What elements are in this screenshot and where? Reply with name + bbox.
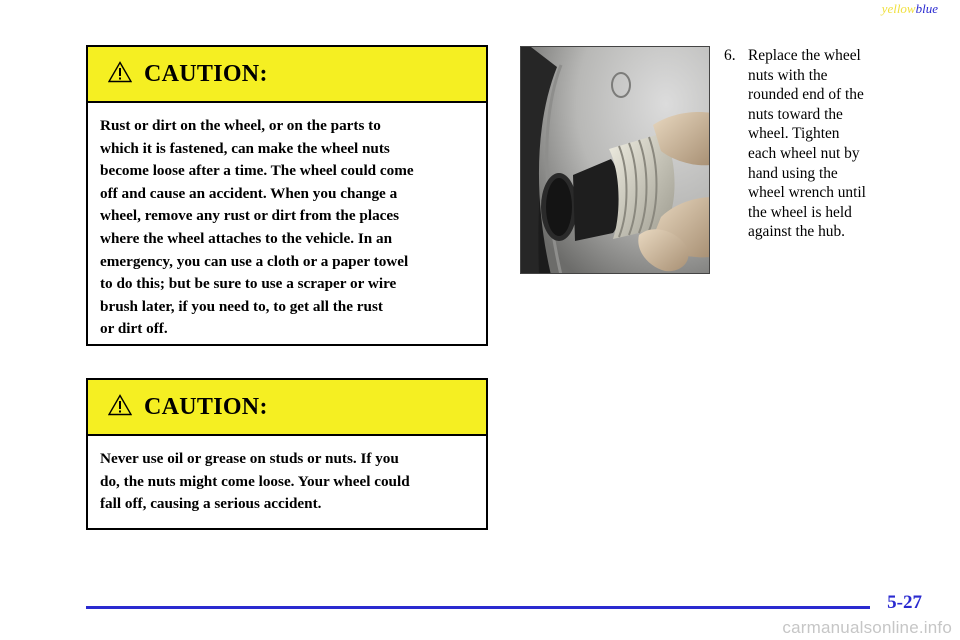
caution-header — [88, 47, 486, 103]
color-word-yellow: yellow — [881, 1, 916, 16]
caution-line: Rust or dirt on the wheel, or on the parts to — [100, 117, 381, 134]
page-number: 5-27 — [887, 592, 922, 613]
caution-line: become loose after a time. The wheel could come — [100, 162, 414, 180]
step-text — [748, 46, 898, 242]
caution-box-rust — [86, 45, 488, 346]
caution-box-oil — [86, 378, 488, 530]
caution-line: or dirt off. — [100, 320, 168, 338]
caution-line: do, the nuts might come loose. Your wheel could — [100, 472, 410, 490]
caution-title: CAUTION: — [144, 393, 268, 420]
caution-line: which it is fastened, can make the wheel nuts — [100, 139, 390, 157]
caution-body — [88, 103, 486, 341]
color-word-blue: blue — [915, 1, 938, 16]
step-line: rounded end of the — [748, 86, 864, 104]
step-line: wheel wrench until — [748, 184, 866, 202]
caution-line: fall off, causing a serious accident. — [100, 495, 322, 513]
step-line: nuts with the — [748, 66, 828, 84]
caution-line: to do this; but be sure to use a scraper or wire — [100, 275, 397, 293]
caution-line: Never use oil or grease on studs or nuts. If you — [100, 450, 399, 467]
caution-title: CAUTION: — [144, 60, 268, 87]
step-line: nuts toward the — [748, 105, 843, 123]
step-line: against the hub. — [748, 223, 846, 241]
step-line: the wheel is held — [748, 203, 852, 221]
step-line: Replace the wheel — [748, 47, 861, 64]
caution-line: off and cause an accident. When you change a — [100, 184, 398, 202]
caution-line: brush later, if you need to, to get all the rust — [100, 297, 383, 315]
footer-rule — [86, 606, 870, 609]
caution-line: emergency, you can use a cloth or a paper towel — [100, 252, 409, 270]
step-line: each wheel nut by — [748, 144, 860, 162]
hand-tightening-nut-image — [521, 47, 710, 274]
color-header — [882, 1, 938, 17]
warning-triangle-icon — [108, 61, 132, 83]
caution-header — [88, 380, 486, 436]
caution-line: wheel, remove any rust or dirt from the places — [100, 207, 400, 225]
warning-triangle-icon — [108, 394, 132, 416]
watermark-text: carmanualsonline.info — [782, 618, 952, 637]
caution-line: where the wheel attaches to the vehicle. In an — [100, 229, 393, 247]
step-line: wheel. Tighten — [748, 125, 840, 143]
step-6 — [724, 46, 924, 242]
step-number: 6. — [724, 47, 736, 64]
caution-body — [88, 436, 486, 516]
step-line: hand using the — [748, 164, 838, 182]
wheel-nut-photo — [520, 46, 710, 274]
